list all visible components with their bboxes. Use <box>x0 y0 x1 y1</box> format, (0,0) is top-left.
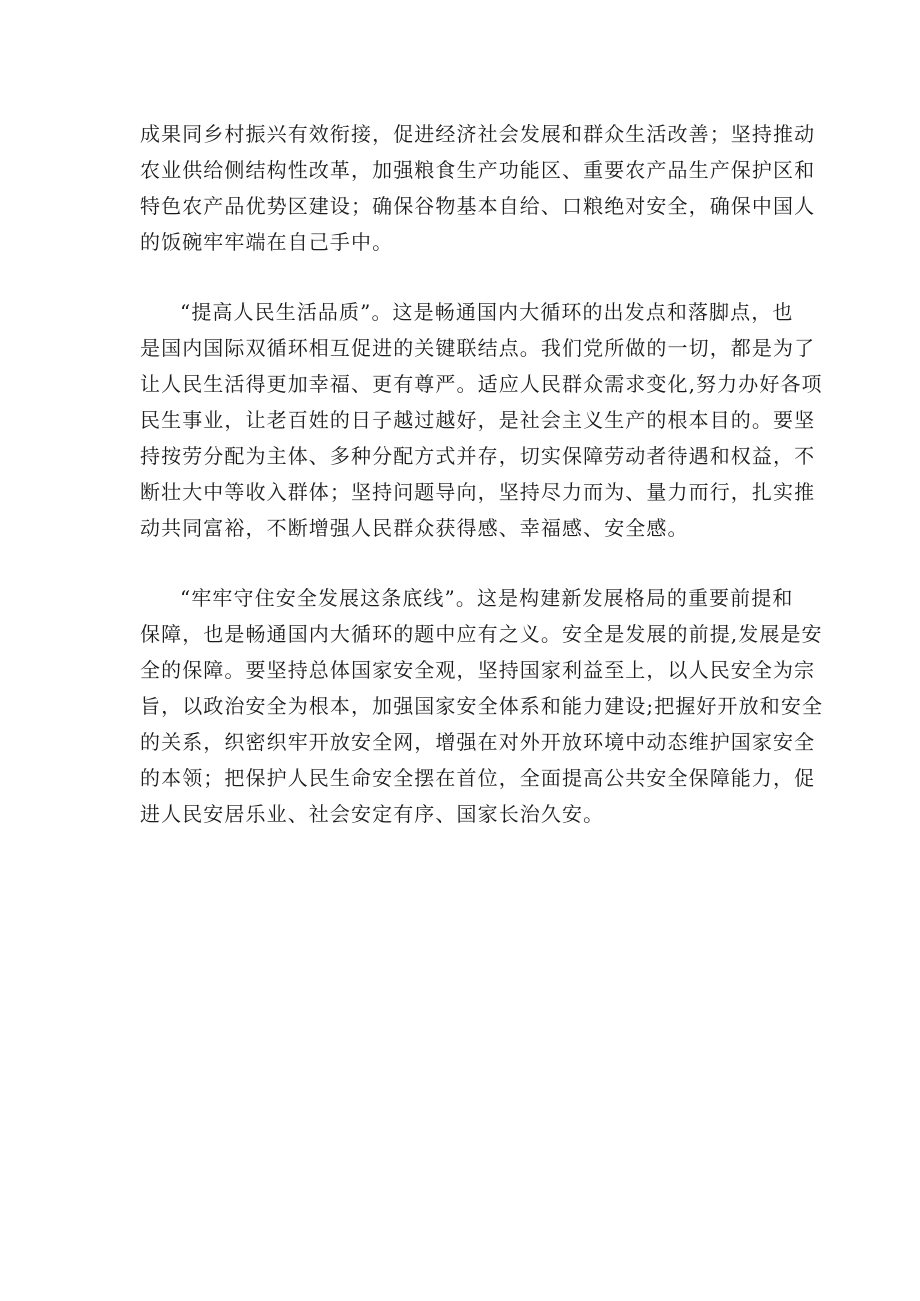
text-line: 的本领；把保护人民生命安全摆在首位，全面提高公共安全保障能力，促 <box>140 766 816 790</box>
text-line: 特色农产品优势区建设；确保谷物基本自给、口粮绝对安全，确保中国人 <box>140 194 816 218</box>
document-body <box>140 116 824 866</box>
text-line: 进人民安居乐业、社会安定有序、国家长治久安。 <box>140 802 605 826</box>
paragraph-security-bottom-line <box>140 580 824 832</box>
text-line: 民生事业，让老百姓的日子越过越好，是社会主义生产的根本目的。要坚 <box>140 408 816 432</box>
text-line: 全的保障。要坚持总体国家安全观，坚持国家利益至上，以人民安全为宗 <box>140 658 816 682</box>
text-line: 持按劳分配为主体、多种分配方式并存，切实保障劳动者待遇和权益，不 <box>140 444 816 468</box>
paragraph-rural-revitalization <box>140 116 816 260</box>
text-line: 断壮大中等收入群体；坚持问题导向，坚持尽力而为、量力而行，扎实推 <box>140 480 816 504</box>
text-line: 成果同乡村振兴有效衔接，促进经济社会发展和群众生活改善；坚持推动 <box>140 122 816 146</box>
paragraph-quality-of-life <box>140 294 823 546</box>
text-line: 农业供给侧结构性改革，加强粮食生产功能区、重要农产品生产保护区和 <box>140 158 816 182</box>
text-line: “提高人民生活品质”。这是畅通国内大循环的出发点和落脚点，也 <box>180 300 794 324</box>
text-line: 的关系，织密织牢开放安全网，增强在对外开放环境中动态维护国家安全 <box>140 730 816 754</box>
text-line: 旨，以政治安全为根本，加强国家安全体系和能力建设;把握好开放和安全 <box>140 694 824 718</box>
text-line: 的饭碗牢牢端在自己手中。 <box>140 230 394 254</box>
text-line: 保障，也是畅通国内大循环的题中应有之义。安全是发展的前提,发展是安 <box>140 622 823 646</box>
text-line: 让人民生活得更加幸福、更有尊严。适应人民群众需求变化,努力办好各项 <box>140 372 823 396</box>
text-line: 动共同富裕，不断增强人民群众获得感、幸福感、安全感。 <box>140 516 689 540</box>
text-line: 是国内国际双循环相互促进的关键联结点。我们党所做的一切，都是为了 <box>140 336 816 360</box>
text-line: “牢牢守住安全发展这条底线”。这是构建新发展格局的重要前提和 <box>180 586 794 610</box>
